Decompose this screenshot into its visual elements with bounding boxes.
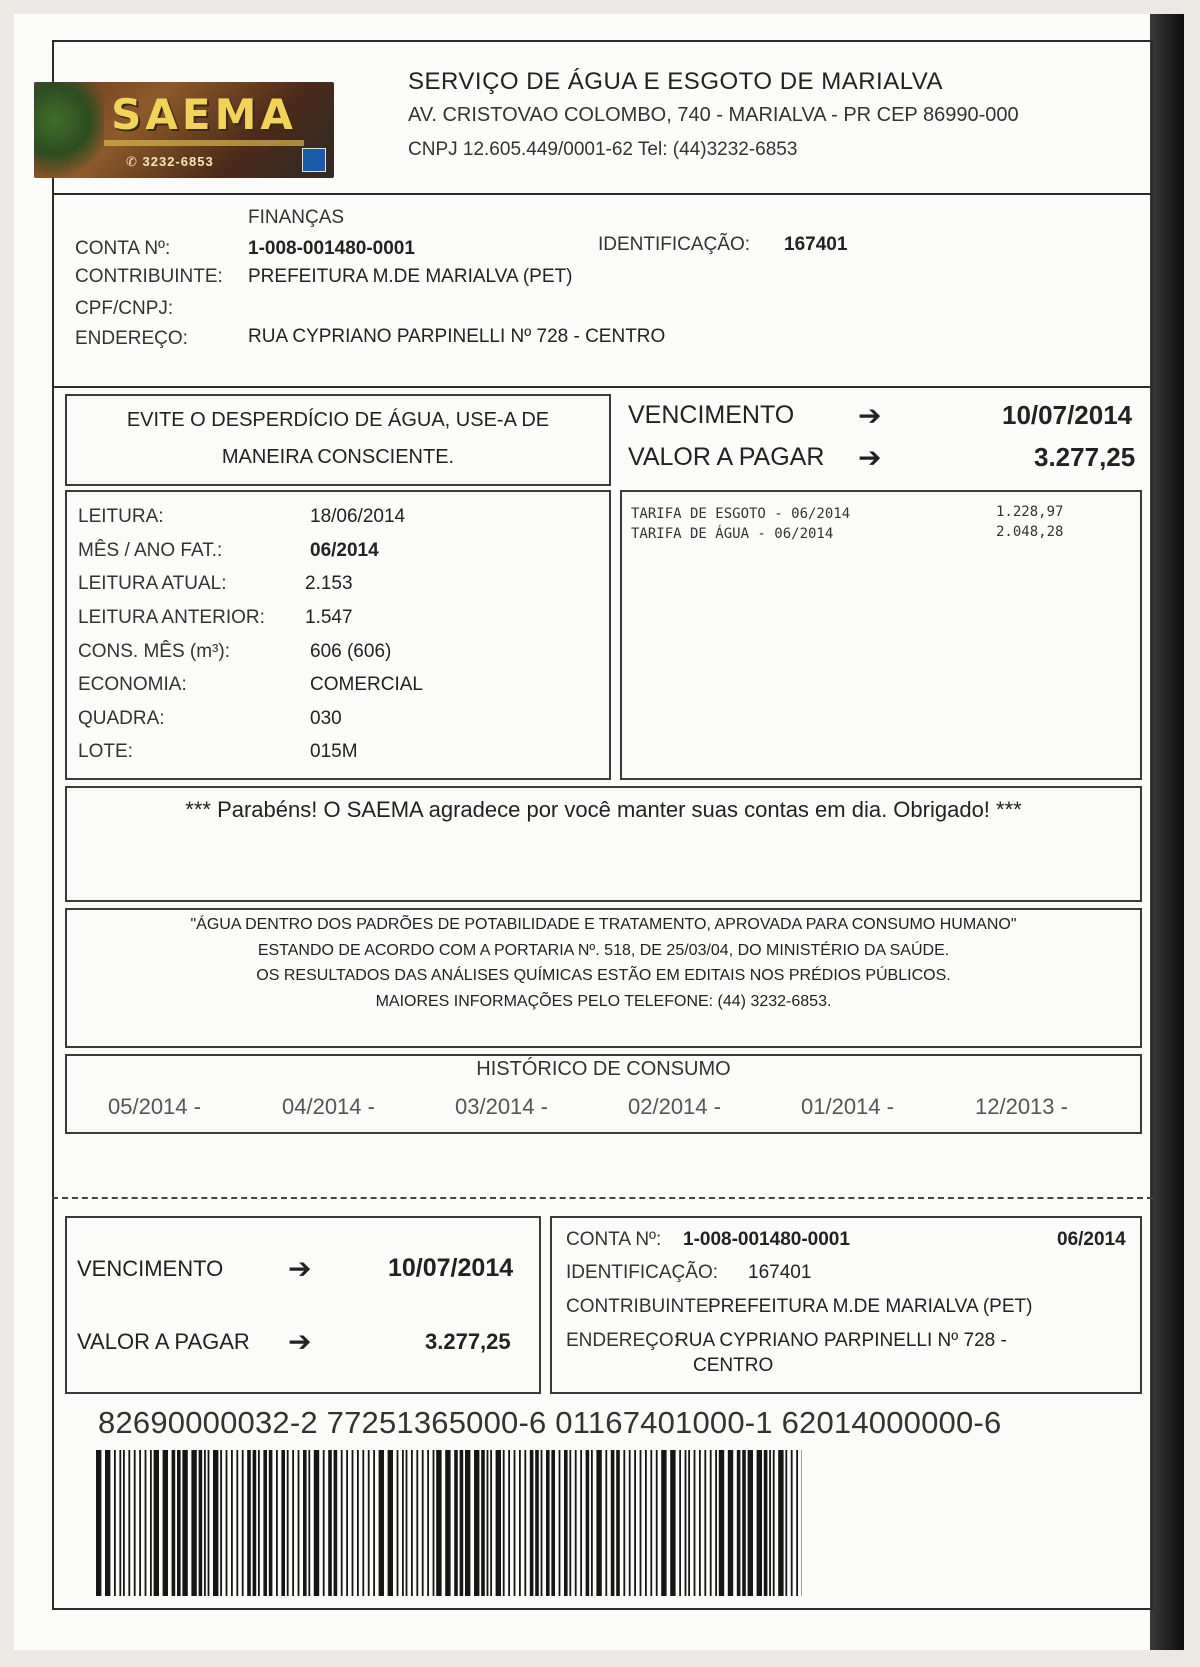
notice-line-2: MANEIRA CONSCIENTE. <box>221 446 455 468</box>
vencimento-arrow-icon: ➔ <box>858 400 882 431</box>
potability-line: MAIORES INFORMAÇÕES PELO TELEFONE: (44) 3232-6853. <box>375 993 832 1010</box>
contribuinte-label: CONTRIBUINTE: <box>75 266 223 287</box>
barcode-bar <box>298 1450 300 1596</box>
barcode-bar <box>388 1450 393 1596</box>
economia-value: COMERCIAL <box>310 674 423 695</box>
stub-endereco-value: RUA CYPRIANO PARPINELLI Nº 728 - <box>675 1330 1007 1351</box>
mes-label: MÊS / ANO FAT.: <box>78 540 223 561</box>
barcode-bar <box>163 1450 168 1596</box>
barcode-bar <box>177 1450 181 1596</box>
stub-conta-value: 1-008-001480-0001 <box>683 1229 850 1250</box>
barcode-bar <box>530 1450 534 1596</box>
barcode-bar <box>411 1450 413 1596</box>
notice-line-1: EVITE O DESPERDÍCIO DE ÁGUA, USE-A DE <box>126 409 550 431</box>
barcode-bar <box>292 1450 294 1596</box>
barcode-bar <box>785 1450 787 1596</box>
stub-contribuinte-value: PREFEITURA M.DE MARIALVA (PET) <box>708 1296 1033 1317</box>
section-label: FINANÇAS <box>248 207 345 228</box>
barcode-bar <box>586 1450 590 1596</box>
barcode-bar <box>710 1450 712 1596</box>
cpf-label: CPF/CNPJ: <box>75 298 174 319</box>
history-item: 03/2014 - <box>455 1094 548 1119</box>
barcode-bar <box>688 1450 690 1596</box>
barcode-bar <box>242 1450 244 1596</box>
barcode-bar <box>231 1450 233 1596</box>
barcode-bar <box>791 1450 793 1596</box>
contribuinte-value: PREFEITURA M.DE MARIALVA (PET) <box>248 266 573 287</box>
scan-edge-shadow <box>1150 14 1184 1650</box>
barcode-bar <box>373 1450 375 1596</box>
barcode-bar <box>308 1450 310 1596</box>
tariff-value: 1.228,97 <box>996 504 1064 520</box>
tariff-label: TARIFA DE ÁGUA - 06/2014 <box>631 526 834 542</box>
leitura-value: 18/06/2014 <box>310 506 406 527</box>
barcode-bar <box>679 1450 681 1596</box>
stub-identificacao-value: 167401 <box>748 1262 812 1283</box>
barcode-bar <box>694 1450 696 1596</box>
history-title: HISTÓRICO DE CONSUMO <box>476 1058 731 1080</box>
barcode-bar <box>656 1450 658 1596</box>
barcode-bar <box>128 1450 130 1596</box>
barcode-bar <box>773 1450 775 1596</box>
barcode-bar <box>640 1450 642 1596</box>
history-item: 05/2014 - <box>108 1094 201 1119</box>
cut-line <box>52 1197 1153 1199</box>
barcode-bar <box>123 1450 125 1596</box>
barcode-bar <box>737 1450 741 1596</box>
barcode-bar <box>748 1450 753 1596</box>
stub-valor-label: VALOR A PAGAR <box>77 1329 250 1354</box>
conta-value: 1-008-001480-0001 <box>248 238 415 259</box>
barcode-bar <box>474 1450 479 1596</box>
barcode-bar <box>634 1450 636 1596</box>
tariff-label: TARIFA DE ESGOTO - 06/2014 <box>631 506 851 522</box>
barcode-bar <box>406 1450 408 1596</box>
barcode-bar <box>154 1450 159 1596</box>
stub-vencimento-value: 10/07/2014 <box>388 1254 514 1282</box>
barcode-bar <box>569 1450 571 1596</box>
consumo-value: 606 (606) <box>310 641 392 662</box>
logo-brand-text: SAEMA <box>111 90 297 139</box>
barcode-bar <box>546 1450 550 1596</box>
history-item: 02/2014 - <box>628 1094 721 1119</box>
barcode-bar <box>719 1450 724 1596</box>
barcode-bar <box>323 1450 325 1596</box>
consumo-label: CONS. MÊS (m³): <box>78 641 230 662</box>
barcode-bar <box>564 1450 568 1596</box>
barcode-bar <box>742 1450 746 1596</box>
barcode-bar <box>346 1450 348 1596</box>
logo-badge-icon <box>302 148 326 172</box>
barcode-bar <box>191 1450 196 1596</box>
barcode-bar <box>460 1450 464 1596</box>
vencimento-value: 10/07/2014 <box>1002 400 1133 430</box>
tariff-value: 2.048,28 <box>996 524 1064 540</box>
mes-value: 06/2014 <box>310 540 379 561</box>
notice-box <box>65 394 611 486</box>
barcode-bar <box>616 1450 620 1596</box>
history-item: 01/2014 - <box>801 1094 894 1119</box>
barcode-bar <box>580 1450 582 1596</box>
barcode-bar <box>427 1450 429 1596</box>
barcode-bar <box>416 1450 418 1596</box>
barcode-bar <box>541 1450 543 1596</box>
barcode-bar <box>445 1450 450 1596</box>
reading-box <box>65 490 611 780</box>
potability-line: ESTANDO DE ACORDO COM A PORTARIA Nº. 518, DE 25/03/04, DO MINISTÉRIO DA SAÚDE. <box>257 942 950 959</box>
leitura-anterior-label: LEITURA ANTERIOR: <box>78 607 265 628</box>
barcode-bar <box>236 1450 238 1596</box>
conta-label: CONTA Nº: <box>75 238 171 259</box>
barcode-bar <box>699 1450 701 1596</box>
barcode-bar <box>596 1450 601 1596</box>
stub-vencimento-label: VENCIMENTO <box>77 1256 224 1281</box>
valor-arrow-icon: ➔ <box>858 442 882 473</box>
barcode-number: 82690000032-2 77251365000-6 01167401000-1 62014000000-6 <box>98 1405 1002 1440</box>
potability-line: OS RESULTADOS DAS ANÁLISES QUÍMICAS ESTÃO EM EDITAIS NOS PRÉDIOS PÚBLICOS. <box>256 967 951 984</box>
barcode-bar <box>465 1450 470 1596</box>
barcode-bar <box>645 1450 647 1596</box>
barcode-bar <box>796 1450 798 1596</box>
barcode-bar <box>341 1450 343 1596</box>
barcode-bar <box>258 1450 260 1596</box>
barcode-bar <box>704 1450 706 1596</box>
barcode-bar <box>368 1450 370 1596</box>
vencimento-label: VENCIMENTO <box>628 401 795 429</box>
logo-phone: ✆ 3232-6853 <box>126 154 214 169</box>
barcode-bar <box>172 1450 176 1596</box>
barcode-bar <box>281 1450 285 1596</box>
barcode-bar <box>314 1450 319 1596</box>
barcode-bar <box>764 1450 768 1596</box>
leitura-atual-label: LEITURA ATUAL: <box>78 573 227 594</box>
stub-conta-label: CONTA Nº: <box>566 1229 662 1250</box>
barcode-bar <box>114 1450 116 1596</box>
logo-tagline-bar <box>104 140 304 146</box>
barcode-bar <box>287 1450 289 1596</box>
barcode-bar <box>591 1450 593 1596</box>
barcode-bar <box>253 1450 257 1596</box>
lote-value: 015M <box>310 741 358 762</box>
barcode-bar <box>524 1450 526 1596</box>
account-divider <box>52 386 1153 388</box>
barcode-bar <box>490 1450 492 1596</box>
barcode-bar <box>182 1450 187 1596</box>
leitura-label: LEITURA: <box>78 506 164 527</box>
barcode-bar <box>96 1450 101 1596</box>
barcode-bar <box>728 1450 733 1596</box>
barcode-bar <box>105 1450 110 1596</box>
barcode-bar <box>611 1450 615 1596</box>
barcode-bar <box>397 1450 399 1596</box>
barcode-bar <box>247 1450 251 1596</box>
stub-periodo: 06/2014 <box>1057 1229 1126 1250</box>
potability-line: "ÁGUA DENTRO DOS PADRÕES DE POTABILIDADE E TRATAMENTO, APROVADA PARA CONSUMO HUMANO" <box>190 916 1017 933</box>
barcode-bar <box>454 1450 458 1596</box>
barcode-bar <box>199 1450 203 1596</box>
identificacao-value: 167401 <box>784 234 848 255</box>
barcode-bar <box>334 1450 338 1596</box>
barcode-bar <box>487 1450 489 1596</box>
barcode-bar <box>276 1450 278 1596</box>
barcode-bar <box>757 1450 762 1596</box>
lote-label: LOTE: <box>78 741 133 762</box>
stub-valor-value: 3.277,25 <box>425 1329 511 1354</box>
barcode-bar <box>303 1450 307 1596</box>
barcode-bar <box>134 1450 136 1596</box>
history-item: 12/2013 - <box>975 1094 1068 1119</box>
barcode-bar <box>269 1450 273 1596</box>
barcode-bar <box>503 1450 505 1596</box>
company-title: SERVIÇO DE ÁGUA E ESGOTO DE MARIALVA <box>408 68 944 95</box>
barcode-bar <box>508 1450 510 1596</box>
stub-vencimento-arrow-icon: ➔ <box>288 1253 312 1284</box>
barcode-bar <box>605 1450 607 1596</box>
logo-phone-number: 3232-6853 <box>142 154 214 169</box>
barcode-bar <box>629 1450 631 1596</box>
valor-label: VALOR A PAGAR <box>628 443 825 471</box>
barcode-bar <box>778 1450 783 1596</box>
barcode-bar <box>433 1450 435 1596</box>
company-cnpj: CNPJ 12.605.449/0001-62 Tel: (44)3232-6853 <box>408 139 798 160</box>
endereco-value: RUA CYPRIANO PARPINELLI Nº 728 - CENTRO <box>248 326 666 347</box>
barcode-bar <box>514 1450 516 1596</box>
barcode-bar <box>535 1450 539 1596</box>
barcode-bar <box>150 1450 152 1596</box>
barcode-bar <box>650 1450 652 1596</box>
barcode-bar <box>119 1450 121 1596</box>
barcode-bar <box>670 1450 675 1596</box>
barcode-bar <box>204 1450 206 1596</box>
saema-logo <box>34 82 334 178</box>
barcode-bar <box>559 1450 561 1596</box>
barcode-bar <box>422 1450 424 1596</box>
barcode-bar <box>220 1450 222 1596</box>
stub-endereco-value-cont: CENTRO <box>693 1355 774 1376</box>
barcode-bar <box>226 1450 228 1596</box>
barcode-bar <box>661 1450 666 1596</box>
barcode-bar <box>379 1450 384 1596</box>
company-address: AV. CRISTOVAO COLOMBO, 740 - MARIALVA - PR CEP 86990-000 <box>408 104 1019 126</box>
barcode-bar <box>145 1450 147 1596</box>
stub-identificacao-label: IDENTIFICAÇÃO: <box>566 1262 719 1283</box>
barcode-bar <box>715 1450 717 1596</box>
barcode-bar <box>551 1450 555 1596</box>
stub-payment-box <box>65 1216 541 1394</box>
barcode-bar <box>402 1450 404 1596</box>
barcode-bar <box>481 1450 485 1596</box>
thank-you-message: *** Parabéns! O SAEMA agradece por você manter suas contas em dia. Obrigado! *** <box>185 797 1022 822</box>
barcode-bar <box>263 1450 267 1596</box>
leitura-anterior-value: 1.547 <box>305 607 353 628</box>
barcode-bar <box>436 1450 441 1596</box>
barcode-bar <box>769 1450 771 1596</box>
identificacao-label: IDENTIFICAÇÃO: <box>598 234 751 255</box>
barcode-bar <box>362 1450 364 1596</box>
quadra-label: QUADRA: <box>78 708 165 729</box>
leitura-atual-value: 2.153 <box>305 573 353 594</box>
valor-value: 3.277,25 <box>1034 442 1136 472</box>
header-divider <box>52 193 1153 195</box>
barcode-bar <box>623 1450 625 1596</box>
history-item: 04/2014 - <box>282 1094 375 1119</box>
barcode-bar <box>213 1450 218 1596</box>
barcode-bar <box>496 1450 501 1596</box>
barcode-image <box>96 1450 802 1596</box>
stub-contribuinte-label: CONTRIBUINTE: <box>566 1296 714 1317</box>
quadra-value: 030 <box>310 708 342 729</box>
economia-label: ECONOMIA: <box>78 674 187 695</box>
barcode-bar <box>328 1450 332 1596</box>
stub-endereco-label: ENDEREÇO: <box>566 1330 679 1351</box>
barcode-bar <box>139 1450 141 1596</box>
barcode-bar <box>685 1450 687 1596</box>
barcode-bar <box>575 1450 577 1596</box>
endereco-label: ENDEREÇO: <box>75 328 188 349</box>
barcode-bar <box>208 1450 210 1596</box>
stub-valor-arrow-icon: ➔ <box>288 1326 312 1357</box>
barcode-bar <box>519 1450 521 1596</box>
barcode-bar <box>352 1450 354 1596</box>
barcode-bar <box>357 1450 359 1596</box>
